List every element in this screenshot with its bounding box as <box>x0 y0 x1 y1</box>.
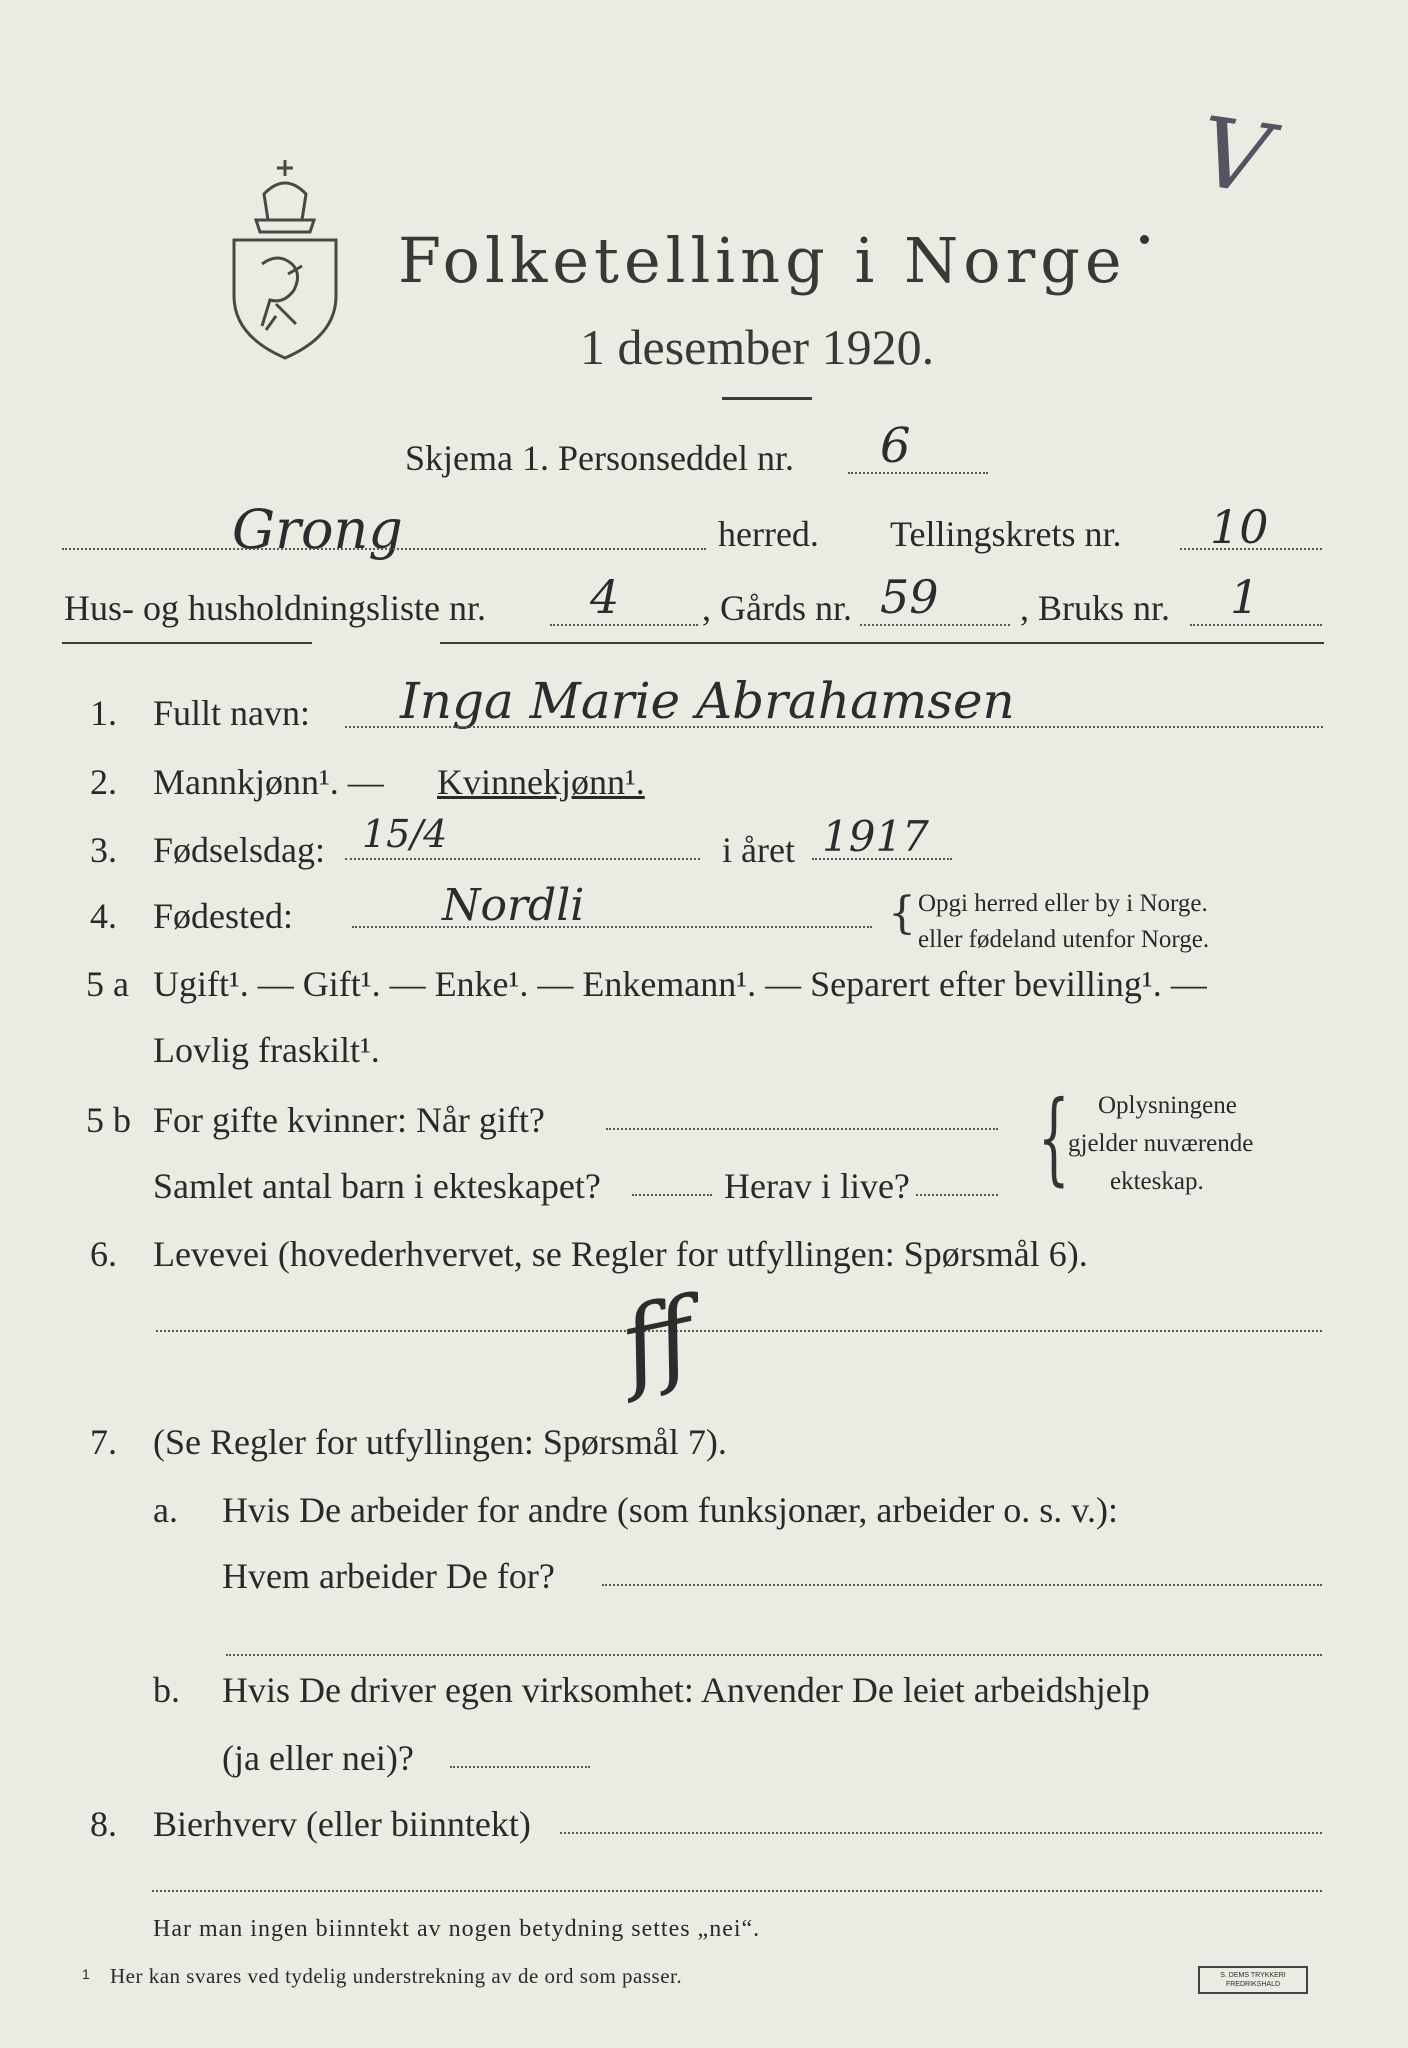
q7b-text: Hvis De driver egen virksomhet: Anvender De leiet arbeidshjelp <box>222 1670 1150 1710</box>
q6-value[interactable]: ff <box>610 1275 705 1406</box>
q4-brace: { <box>888 888 916 939</box>
q3-line <box>345 858 700 860</box>
q3-label: Fødselsdag: <box>153 830 326 870</box>
footnote-mark: 1 <box>82 1966 90 1982</box>
printer-stamp: S. DEMS TRYKKERI FREDRIKSHALD <box>1198 1966 1308 1994</box>
check-mark: V <box>1192 95 1277 217</box>
q7a-line-1 <box>602 1584 1322 1586</box>
skjema-value[interactable]: 6 <box>880 418 911 474</box>
q4-line <box>352 926 872 928</box>
coat-of-arms-icon <box>226 154 344 364</box>
bruks-value[interactable]: 1 <box>1230 570 1260 624</box>
q7-text: (Se Regler for utfyllingen: Spørsmål 7). <box>153 1422 727 1462</box>
tellingskrets-value[interactable]: 10 <box>1210 500 1269 554</box>
q4-number: 4. <box>90 896 117 936</box>
form-title: Folketelling i Norge <box>398 224 1127 297</box>
q5a-options-2[interactable]: Lovlig fraskilt¹. <box>153 1030 380 1070</box>
q8-line-2 <box>152 1890 1322 1892</box>
q7b-label: (ja eller nei)? <box>222 1738 414 1778</box>
q4-label: Fødested: <box>153 896 293 936</box>
q5b-label-1: For gifte kvinner: Når gift? <box>153 1100 545 1140</box>
herred-label: herred. <box>718 514 819 554</box>
q7-number: 7. <box>90 1422 117 1462</box>
q1-label: Fullt navn: <box>153 693 311 733</box>
q7b-letter: b. <box>153 1670 180 1710</box>
q7b-line <box>450 1766 590 1768</box>
q8-line-1 <box>560 1832 1322 1834</box>
q6-text: Levevei (hovederhvervet, se Regler for utfyllingen: Spørsmål 6). <box>153 1234 1088 1274</box>
q5b-label-2: Samlet antal barn i ekteskapet? <box>153 1166 601 1206</box>
tellingskrets-line <box>1180 548 1322 550</box>
q2-female-option[interactable]: Kvinnekjønn¹. <box>437 762 645 802</box>
q3-year-line <box>812 858 952 860</box>
q4-note-1: Opgi herred eller by i Norge. <box>918 890 1208 917</box>
q8-label: Bierhverv (eller biinntekt) <box>153 1804 531 1844</box>
q7a-text: Hvis De arbeider for andre (som funksjonær, arbeider o. s. v.): <box>222 1490 1118 1530</box>
q7a-label: Hvem arbeider De for? <box>222 1556 555 1596</box>
q4-note-2: eller fødeland utenfor Norge. <box>918 926 1210 953</box>
hus-label: Hus- og husholdningsliste nr. <box>64 588 487 628</box>
section-divider-right <box>440 642 1324 644</box>
gards-value[interactable]: 59 <box>880 570 939 624</box>
q5b-label-3: Herav i live? <box>724 1166 910 1206</box>
q4-value[interactable]: Nordli <box>442 880 585 931</box>
q5b-line-3 <box>916 1194 998 1196</box>
herred-value[interactable]: Grong <box>232 498 403 561</box>
hus-value[interactable]: 4 <box>590 570 620 624</box>
hus-line <box>550 624 698 626</box>
q8-number: 8. <box>90 1804 117 1844</box>
q3-value[interactable]: 15/4 <box>362 812 448 856</box>
ink-dot <box>1140 235 1149 244</box>
footer-note: Har man ingen biinntekt av nogen betydning settes „nei“. <box>153 1916 761 1942</box>
tellingskrets-label: Tellingskrets nr. <box>890 514 1122 554</box>
q7a-line-2 <box>226 1654 1322 1656</box>
skjema-line <box>848 472 988 474</box>
q6-line <box>156 1330 1322 1332</box>
bruks-label: , Bruks nr. <box>1020 588 1171 628</box>
section-divider-left <box>62 642 312 644</box>
q5a-number: 5 a <box>86 964 129 1004</box>
footnote-text: Her kan svares ved tydelig understrekning av de ord som passer. <box>110 1964 683 1988</box>
q3-number: 3. <box>90 830 117 870</box>
q5b-note-3: ekteskap. <box>1110 1168 1204 1195</box>
q5b-note-1: Oplysningene <box>1098 1092 1237 1119</box>
q1-line <box>345 726 1323 728</box>
gards-label: , Gårds nr. <box>702 588 852 628</box>
q2-number: 2. <box>90 762 117 802</box>
q1-value[interactable]: Inga Marie Abrahamsen <box>400 672 1015 730</box>
q5b-note-2: gjelder nuværende <box>1068 1130 1254 1157</box>
herred-line <box>62 548 706 550</box>
q1-number: 1. <box>90 693 117 733</box>
q3-year-label: i året <box>722 830 795 870</box>
q5b-line-2 <box>632 1194 712 1196</box>
q7a-letter: a. <box>153 1490 178 1530</box>
q5a-options[interactable]: Ugift¹. — Gift¹. — Enke¹. — Enkemann¹. — Separert efter bevilling¹. — <box>153 964 1207 1004</box>
gards-line <box>860 624 1010 626</box>
q5b-number: 5 b <box>86 1100 131 1140</box>
q6-number: 6. <box>90 1234 117 1274</box>
form-date: 1 desember 1920. <box>580 319 935 375</box>
q5b-line-1 <box>606 1128 998 1130</box>
title-divider <box>722 397 812 400</box>
q5b-brace: { <box>1037 1079 1070 1196</box>
q2-male-option[interactable]: Mannkjønn¹. — <box>153 762 384 802</box>
skjema-label: Skjema 1. Personseddel nr. <box>405 438 794 478</box>
bruks-line <box>1190 624 1322 626</box>
q3-year-value[interactable]: 1917 <box>822 812 929 861</box>
